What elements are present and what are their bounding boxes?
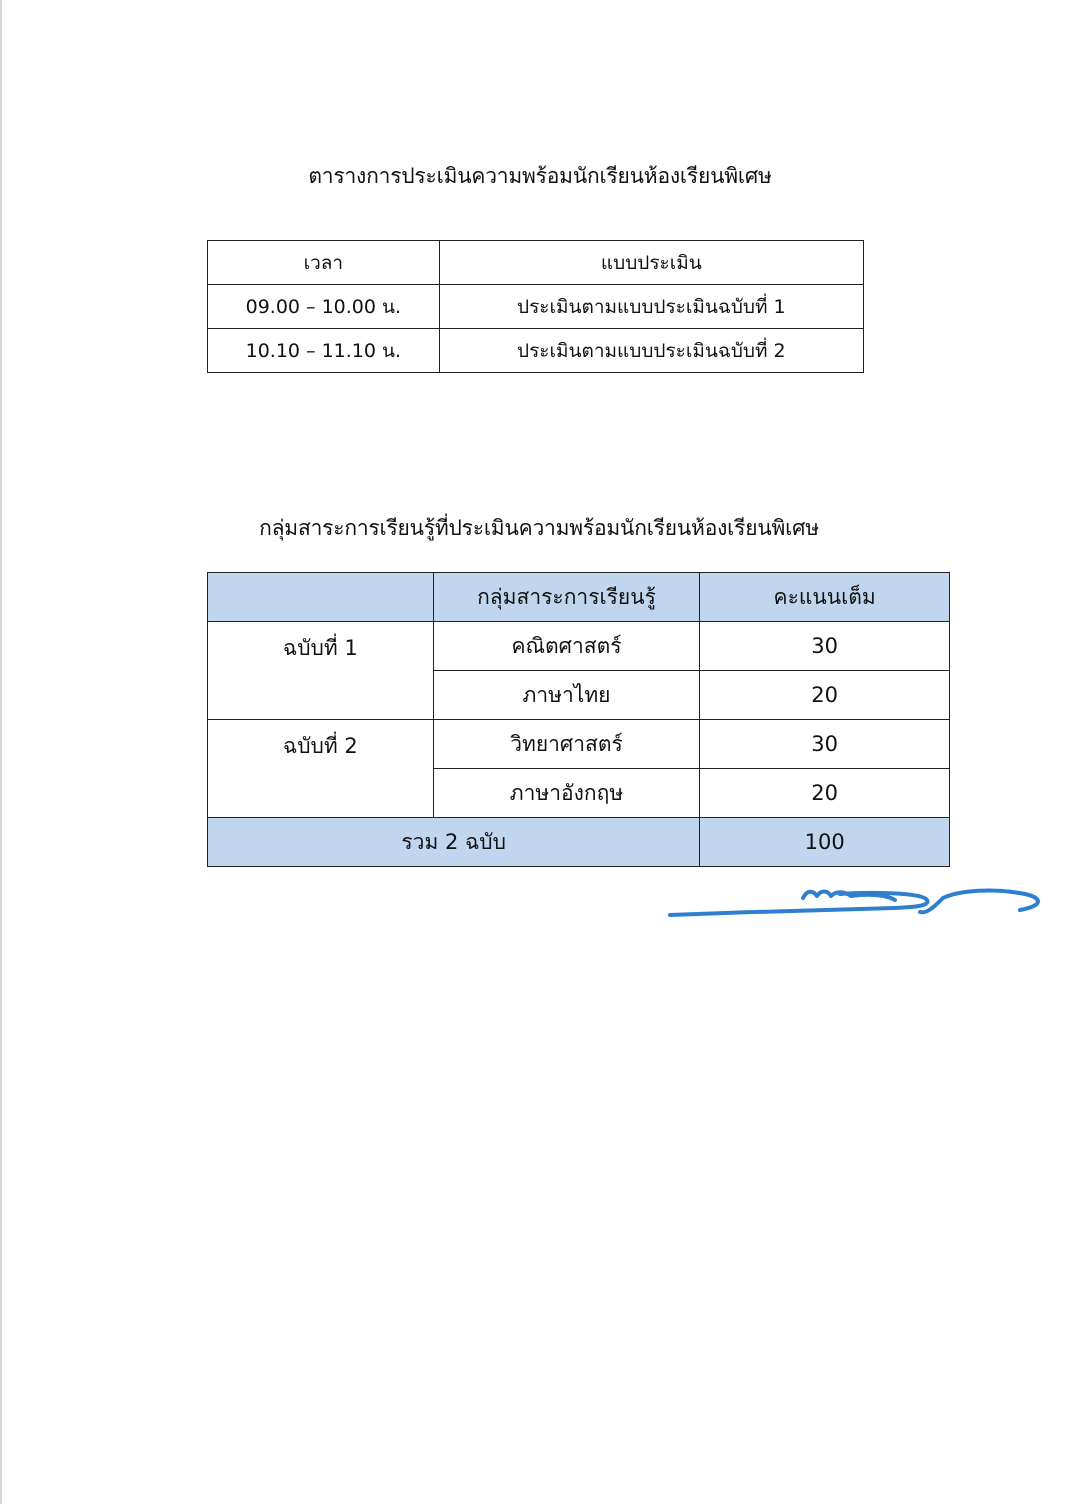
- cell-form-number: ฉบับที่ 1: [208, 622, 434, 720]
- total-row: [208, 818, 950, 867]
- table-row: [208, 622, 950, 671]
- total-label: รวม 2 ฉบับ: [208, 818, 700, 867]
- cell-subject: ภาษาไทย: [433, 671, 700, 720]
- cell-score: 20: [700, 671, 950, 720]
- cell-subject: ภาษาอังกฤษ: [433, 769, 700, 818]
- cell-time: 09.00 – 10.00 น.: [208, 285, 440, 329]
- table-header-row: [208, 573, 950, 622]
- cell-score: 20: [700, 769, 950, 818]
- table-row: [208, 285, 864, 329]
- cell-score: 30: [700, 720, 950, 769]
- schedule-table: [207, 240, 864, 373]
- subjects-title: กลุ่มสาระการเรียนรู้ที่ประเมินความพร้อมนักเรียนห้องเรียนพิเศษ: [259, 516, 819, 540]
- header-blank: [208, 573, 434, 622]
- cell-form-number: ฉบับที่ 2: [208, 720, 434, 818]
- header-score: คะแนนเต็ม: [700, 573, 950, 622]
- signature-stroke: [670, 891, 1038, 915]
- page-edge: [0, 0, 2, 1504]
- table-row: [208, 329, 864, 373]
- cell-form: ประเมินตามแบบประเมินฉบับที่ 2: [439, 329, 863, 373]
- cell-subject: วิทยาศาสตร์: [433, 720, 700, 769]
- handwritten-signature: [665, 880, 1045, 925]
- cell-form: ประเมินตามแบบประเมินฉบับที่ 1: [439, 285, 863, 329]
- header-subject: กลุ่มสาระการเรียนรู้: [433, 573, 700, 622]
- cell-time: 10.10 – 11.10 น.: [208, 329, 440, 373]
- cell-score: 30: [700, 622, 950, 671]
- header-time: เวลา: [208, 241, 440, 285]
- header-form: แบบประเมิน: [439, 241, 863, 285]
- table-header-row: [208, 241, 864, 285]
- table-row: [208, 720, 950, 769]
- cell-subject: คณิตศาสตร์: [433, 622, 700, 671]
- total-score: 100: [700, 818, 950, 867]
- subjects-table: [207, 572, 950, 867]
- schedule-title: ตารางการประเมินความพร้อมนักเรียนห้องเรียนพิเศษ: [308, 164, 772, 188]
